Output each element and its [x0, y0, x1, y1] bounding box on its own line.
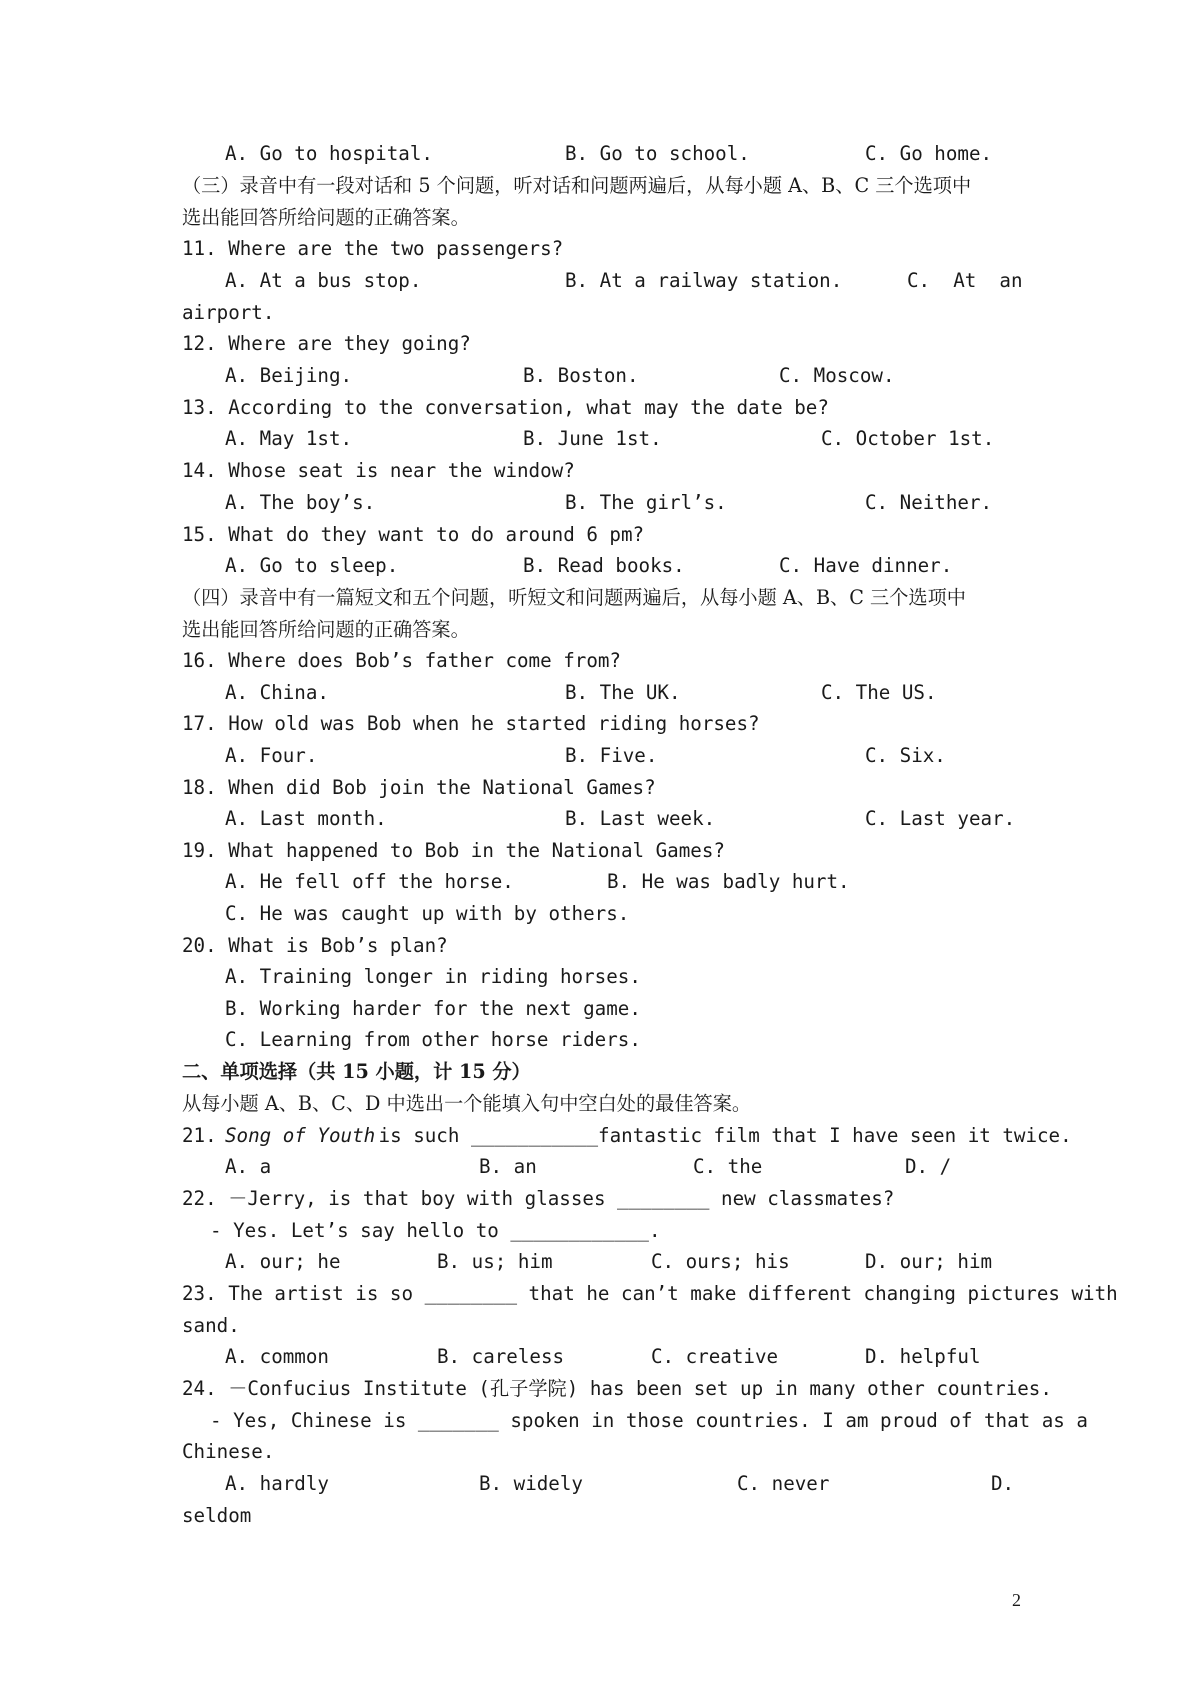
text-line: A. hardly — [225, 1472, 329, 1495]
text-line: 22. －Jerry, is that boy with glasses ________ new classmates? — [182, 1187, 895, 1210]
text-line: C. October 1st. — [821, 427, 995, 450]
text-line: C. He was caught up with by others. — [225, 902, 630, 925]
text-line: 16. Where does Bob’s father come from? — [182, 649, 621, 672]
text-line: D. — [991, 1472, 1015, 1495]
text-line: 11. Where are the two passengers? — [182, 237, 564, 260]
text-line: A. He fell off the horse. — [225, 870, 514, 893]
text-line: C. Neither. — [865, 491, 993, 514]
text-line: C. ours; his — [651, 1250, 790, 1273]
text-line: A. Go to sleep. — [225, 554, 399, 577]
text-line: B. careless — [437, 1345, 565, 1368]
text-line: D. / — [905, 1155, 952, 1178]
text-line: 二、单项选择（共 15 小题，计 15 分） — [182, 1060, 531, 1083]
text-line: C. never — [737, 1472, 830, 1495]
text-line: A. Four. — [225, 744, 318, 767]
page-number: 2 — [1012, 1590, 1021, 1610]
text-line: 从每小题 A、B、C、D 中选出一个能填入句中空白处的最佳答案。 — [182, 1092, 752, 1115]
text-line: （四）录音中有一篇短文和五个问题，听短文和问题两遍后，从每小题 A、B、C 三个选项中 — [182, 586, 966, 609]
text-line: A. China. — [225, 681, 329, 704]
text-line: B. Go to school. — [565, 142, 750, 165]
text-line: C. Learning from other horse riders. — [225, 1028, 641, 1051]
text-line: Chinese. — [182, 1440, 275, 1463]
text-line: B. He was badly hurt. — [607, 870, 850, 893]
text-line: is such ___________fantastic film that I have seen it twice. — [367, 1124, 1072, 1147]
text-line: C. Moscow. — [779, 364, 895, 387]
text-line: B. Last week. — [565, 807, 716, 830]
text-line: A. May 1st. — [225, 427, 353, 450]
text-line: B. The girl’s. — [565, 491, 727, 514]
text-line: D. helpful — [865, 1345, 981, 1368]
text-line: （三）录音中有一段对话和 5 个问题，听对话和问题两遍后，从每小题 A、B、C 三个选项中 — [182, 174, 972, 197]
text-line: 13. According to the conversation, what may the date be? — [182, 396, 829, 419]
text-line: A. At a bus stop. — [225, 269, 422, 292]
text-line: C. the — [693, 1155, 763, 1178]
text-line: B. Five. — [565, 744, 658, 767]
text-line: 12. Where are they going? — [182, 332, 471, 355]
text-line: B. Boston. — [523, 364, 639, 387]
text-line: 选出能回答所给问题的正确答案。 — [182, 618, 470, 641]
text-line: 24. －Confucius Institute (孔子学院) has been set up in many other countries. — [182, 1377, 1052, 1400]
text-line: C. Six. — [865, 744, 946, 767]
text-line: Song of Youth — [225, 1124, 376, 1147]
text-line: C. The US. — [821, 681, 937, 704]
text-line: A. Beijing. — [225, 364, 353, 387]
text-line: A. Training longer in riding horses. — [225, 965, 641, 988]
text-line: 18. When did Bob join the National Games? — [182, 776, 656, 799]
text-line: B. Working harder for the next game. — [225, 997, 641, 1020]
text-line: D. our; him — [865, 1250, 993, 1273]
text-line: B. us; him — [437, 1250, 553, 1273]
text-line: seldom — [182, 1504, 252, 1527]
text-line: 23. The artist is so ________ that he can’t make different changing pictures with — [182, 1282, 1118, 1305]
text-line: A. Last month. — [225, 807, 387, 830]
text-line: C. Go home. — [865, 142, 993, 165]
text-line: C. At an — [907, 269, 1023, 292]
text-line: B. The UK. — [565, 681, 681, 704]
text-line: 17. How old was Bob when he started riding horses? — [182, 712, 760, 735]
text-line: airport. — [182, 301, 275, 324]
text-line: B. Read books. — [523, 554, 685, 577]
text-line: 19. What happened to Bob in the National Games? — [182, 839, 725, 862]
text-line: B. widely — [479, 1472, 583, 1495]
text-line: - Yes. Let’s say hello to ____________. — [210, 1219, 661, 1242]
text-line: B. June 1st. — [523, 427, 662, 450]
text-line: - Yes, Chinese is _______ spoken in those countries. I am proud of that as a — [210, 1409, 1088, 1432]
text-line: C. creative — [651, 1345, 779, 1368]
text-line: sand. — [182, 1314, 240, 1337]
text-line: 15. What do they want to do around 6 pm? — [182, 523, 645, 546]
text-line: B. At a railway station. — [565, 269, 843, 292]
text-line: A. a — [225, 1155, 272, 1178]
text-line: A. Go to hospital. — [225, 142, 433, 165]
text-line: A. The boy’s. — [225, 491, 376, 514]
text-line: A. our; he — [225, 1250, 341, 1273]
text-line: C. Last year. — [865, 807, 1016, 830]
text-line: 20. What is Bob’s plan? — [182, 934, 448, 957]
text-line: A. common — [225, 1345, 329, 1368]
text-line: C. Have dinner. — [779, 554, 953, 577]
text-line: 选出能回答所给问题的正确答案。 — [182, 206, 470, 229]
text-line: B. an — [479, 1155, 537, 1178]
text-line: 14. Whose seat is near the window? — [182, 459, 575, 482]
text-line: 21. — [182, 1124, 229, 1147]
